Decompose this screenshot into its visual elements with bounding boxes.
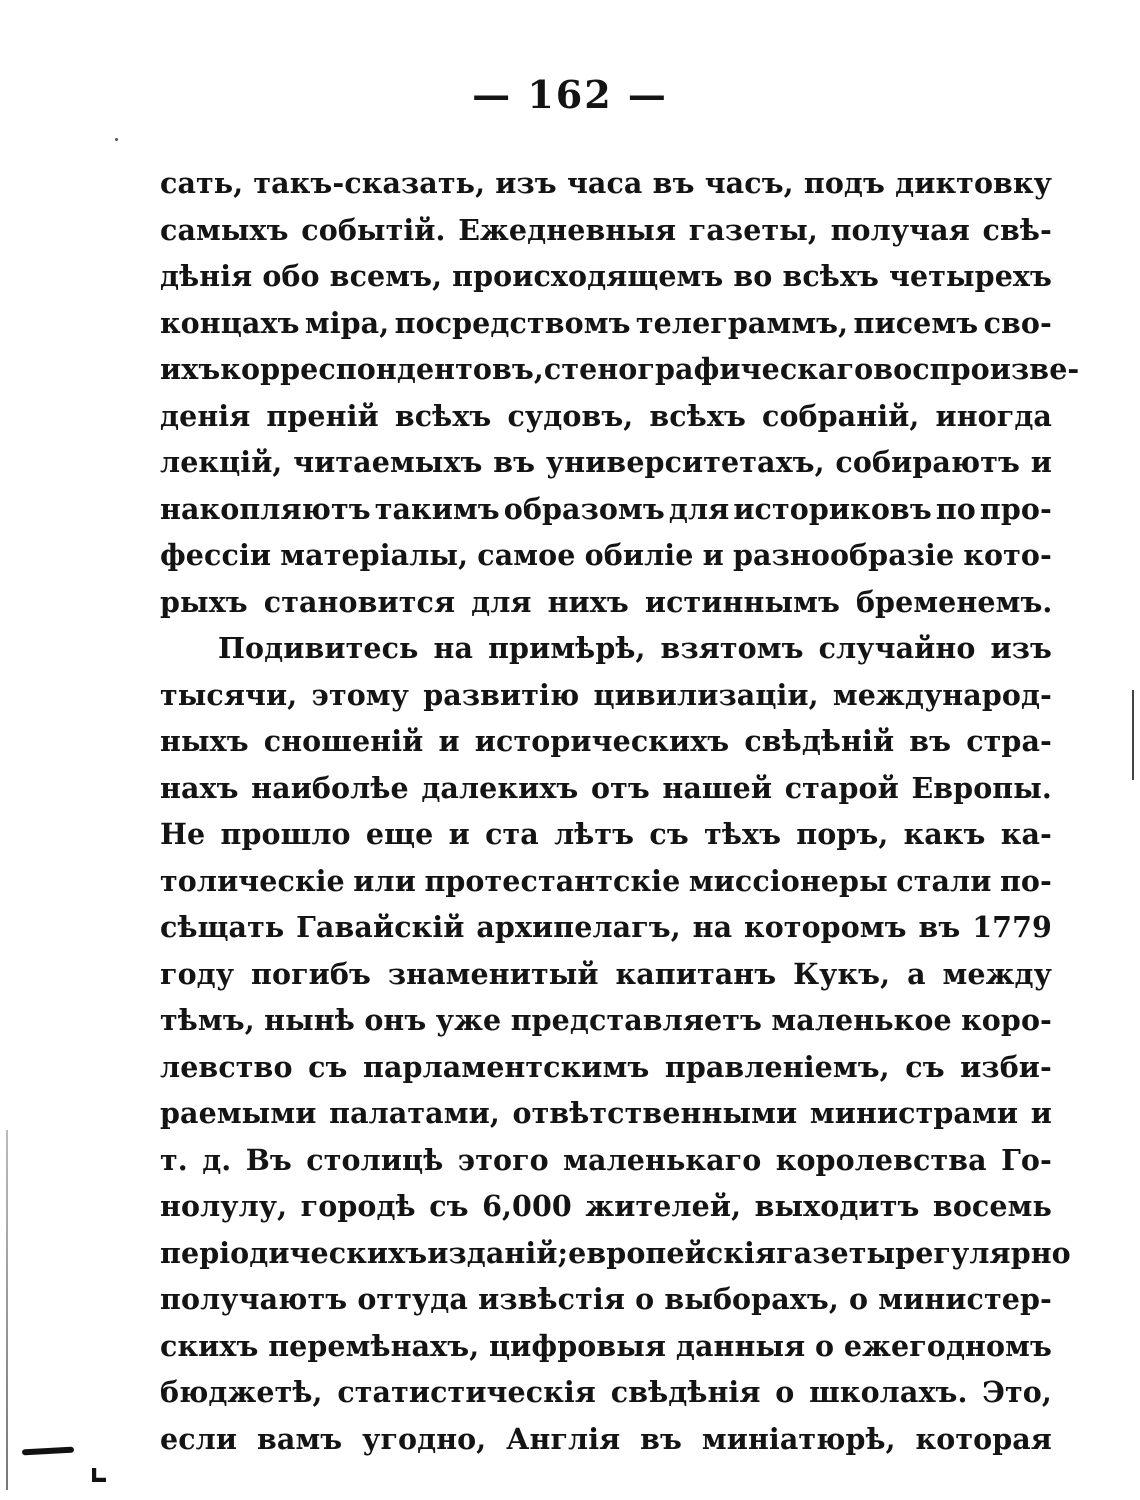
- word: коро-: [961, 1003, 1052, 1037]
- word: столицѣ: [306, 1142, 444, 1177]
- word: раемыми: [160, 1096, 317, 1130]
- word: изби-: [960, 1049, 1052, 1084]
- word: всѣхъ: [649, 398, 746, 433]
- word: и: [1030, 445, 1052, 479]
- text-line: [160, 346, 1080, 393]
- text-line: [160, 1137, 1052, 1184]
- text-line: [160, 718, 1052, 765]
- text-line: [160, 904, 1052, 951]
- word: телеграммъ,: [635, 305, 849, 340]
- word: школахъ.: [809, 1375, 968, 1409]
- word: министер-: [878, 1282, 1052, 1316]
- word: писемъ: [853, 305, 979, 340]
- word: международ-: [832, 677, 1052, 712]
- word: становится: [263, 584, 456, 619]
- word: ста: [485, 817, 539, 851]
- word: часъ,: [704, 166, 794, 200]
- word: свѣдѣнія: [610, 1375, 761, 1409]
- text-line: [160, 1276, 1052, 1323]
- word: въ: [909, 724, 952, 758]
- word: самыхъ: [160, 212, 289, 247]
- word: примѣрѣ,: [488, 631, 646, 665]
- word: концахъ: [160, 305, 300, 340]
- word: съ: [308, 1049, 348, 1084]
- word: городѣ: [300, 1189, 416, 1223]
- word: періодическихъ: [160, 1235, 428, 1270]
- word: сѣщать: [160, 910, 285, 944]
- word: разнообразіе: [733, 538, 955, 572]
- word: всѣхъ: [782, 259, 880, 293]
- word: Ежедневныя: [458, 212, 677, 247]
- word: съ: [649, 817, 689, 851]
- word: онъ: [364, 1003, 427, 1037]
- word: газеты,: [688, 212, 818, 247]
- word: для: [668, 491, 730, 526]
- word: перемѣнахъ,: [268, 1328, 480, 1363]
- word: о: [775, 1375, 795, 1409]
- word: европейскія: [568, 1235, 777, 1270]
- word: образомъ: [503, 491, 665, 526]
- word: далекихъ: [421, 770, 579, 805]
- word: ка-: [1000, 817, 1052, 851]
- word: прошло: [220, 817, 351, 851]
- word: съ: [905, 1049, 945, 1084]
- scan-left-edge: [6, 1130, 8, 1490]
- text-line: [160, 160, 1052, 207]
- word: университетахъ,: [545, 445, 825, 479]
- word: погибъ: [251, 956, 371, 991]
- word: правленіемъ,: [664, 1049, 890, 1084]
- word: на: [692, 910, 733, 944]
- word: Не: [160, 817, 206, 851]
- word: т.: [160, 1142, 188, 1177]
- word: нашей: [662, 770, 773, 805]
- word: статистическія: [337, 1375, 596, 1409]
- word: нахъ: [160, 770, 239, 805]
- word: жителей,: [585, 1189, 742, 1223]
- word: міра,: [304, 305, 390, 340]
- word: миссіонеры: [688, 863, 888, 898]
- word: по-: [999, 863, 1052, 898]
- word: и: [438, 724, 460, 758]
- word: еще: [365, 817, 434, 851]
- text-line: [160, 951, 1052, 998]
- word: этому: [311, 677, 410, 712]
- word: историковъ: [733, 491, 932, 526]
- word: между: [942, 956, 1052, 991]
- word: о: [848, 1282, 869, 1316]
- word: подъ: [803, 166, 885, 200]
- word: этого: [457, 1142, 549, 1177]
- word: дѣнія: [160, 259, 253, 293]
- word: отвѣтственными: [512, 1096, 798, 1130]
- word: парламентскимъ: [363, 1049, 650, 1084]
- word: или: [353, 863, 416, 898]
- word: такъ-сказать,: [253, 166, 486, 200]
- word: выходитъ: [754, 1189, 920, 1223]
- word: газеты: [776, 1235, 896, 1270]
- word: по: [935, 491, 976, 526]
- text-line: [160, 579, 1052, 626]
- word: Го-: [1001, 1142, 1052, 1177]
- word: изъ: [990, 631, 1052, 665]
- word: и: [448, 817, 470, 851]
- word: нынѣ: [264, 1003, 355, 1037]
- word: которомъ: [744, 910, 907, 944]
- word: миніатюрѣ,: [701, 1421, 896, 1456]
- paragraph-1: [160, 160, 1080, 625]
- word: ежегодномъ: [843, 1328, 1052, 1363]
- word: знаменитый: [387, 956, 599, 991]
- word: преній: [266, 398, 379, 433]
- word: восемь: [932, 1189, 1052, 1223]
- word: часа: [566, 166, 643, 200]
- text-line: [160, 1416, 1052, 1463]
- word: въ: [918, 910, 961, 944]
- word: цивилизаціи,: [593, 677, 819, 712]
- word: которая: [915, 1421, 1052, 1456]
- word: историческихъ: [474, 724, 730, 758]
- word: обо: [262, 259, 320, 293]
- word: Гавайскій: [296, 910, 465, 944]
- word: году: [160, 956, 235, 991]
- word: тысячи,: [160, 677, 298, 712]
- word: наиболѣе: [251, 770, 409, 805]
- word: нихъ: [547, 584, 629, 619]
- word: д.: [202, 1142, 232, 1177]
- word: какъ: [903, 817, 986, 851]
- word: маленькаго: [563, 1142, 762, 1177]
- body-text: [160, 160, 1080, 1462]
- word: сношеній: [263, 724, 424, 758]
- word: Англія: [506, 1421, 621, 1456]
- word: оттуда: [357, 1282, 468, 1316]
- text-line: [160, 997, 1052, 1044]
- word: сво-: [983, 305, 1052, 340]
- word: представляетъ: [510, 1003, 762, 1037]
- word: всѣхъ: [394, 398, 492, 433]
- word: свѣ-: [982, 212, 1052, 247]
- word: фессіи: [160, 538, 272, 572]
- word: королевства: [775, 1142, 987, 1177]
- text-line: [160, 1044, 1052, 1091]
- word: Подивитесь: [218, 631, 419, 665]
- word: диктовку: [895, 166, 1052, 200]
- word: о: [635, 1282, 655, 1316]
- word: изъ: [495, 166, 557, 200]
- word: а: [907, 956, 926, 991]
- scan-ink-mark: [22, 1447, 74, 1456]
- word: бременемъ.: [855, 584, 1053, 619]
- word: воспроизве-: [873, 352, 1080, 386]
- word: старой: [784, 770, 899, 805]
- word: 1779: [972, 910, 1052, 944]
- word: событій.: [301, 212, 446, 247]
- word: цифровыя: [489, 1328, 667, 1363]
- scan-page-edge: [1132, 690, 1134, 780]
- word: Это,: [982, 1375, 1052, 1409]
- word: обиліе: [584, 538, 694, 572]
- word: сать,: [160, 166, 244, 200]
- word: стали: [896, 863, 992, 898]
- word: на: [433, 631, 474, 665]
- word: тѣмъ,: [160, 1003, 255, 1037]
- word: тѣхъ: [704, 817, 782, 851]
- text-line: [160, 1183, 1052, 1230]
- word: бюджетѣ,: [160, 1375, 323, 1409]
- word: отъ: [590, 770, 650, 805]
- paragraph-2: [160, 625, 1071, 1462]
- word: съ: [429, 1189, 469, 1223]
- text-line: [160, 207, 1052, 254]
- word: истиннымъ: [644, 584, 840, 619]
- word: посредствомъ: [394, 305, 631, 340]
- word: архипелагъ,: [476, 910, 681, 944]
- word: получая: [830, 212, 970, 247]
- word: ныхъ: [160, 724, 249, 758]
- word: рыхъ: [160, 584, 248, 619]
- word: стенографическаго: [543, 352, 874, 386]
- word: судовъ,: [507, 398, 634, 433]
- word: лекцій,: [160, 445, 283, 479]
- page-number: — 162 —: [472, 72, 668, 117]
- word: получаютъ: [160, 1282, 348, 1316]
- word: 6,000: [482, 1189, 572, 1223]
- word: собраній,: [761, 398, 920, 433]
- word: самое: [477, 538, 576, 572]
- word: левство: [160, 1049, 293, 1084]
- word: иногда: [935, 398, 1052, 433]
- word: для: [471, 584, 532, 619]
- word: если: [160, 1421, 238, 1456]
- word: ихъ: [160, 352, 221, 386]
- word: Европы.: [911, 770, 1052, 805]
- word: изданій;: [427, 1235, 569, 1270]
- word: маленькое: [771, 1003, 952, 1037]
- word: палатами,: [329, 1096, 500, 1130]
- word: такимъ: [374, 491, 500, 526]
- word: происходящемъ: [452, 259, 724, 293]
- word: всемъ,: [329, 259, 443, 293]
- word: нолулу,: [160, 1189, 288, 1223]
- word: въ: [493, 445, 536, 479]
- text-line: [160, 858, 1052, 905]
- word: данныя: [675, 1328, 806, 1363]
- text-line: [160, 486, 1052, 533]
- text-line: [160, 1323, 1052, 1370]
- word: случайно: [818, 631, 976, 665]
- word: четырехъ: [889, 259, 1052, 293]
- text-line: [160, 765, 1052, 812]
- word: протестантскіе: [424, 863, 681, 898]
- word: Кукъ,: [793, 956, 891, 991]
- word: Въ: [245, 1142, 292, 1177]
- scan-speck: [115, 138, 118, 141]
- word: толическіе: [160, 863, 345, 898]
- word: въ: [640, 1421, 683, 1456]
- text-line: [160, 393, 1052, 440]
- word: развитію: [423, 677, 580, 712]
- word: угодно,: [362, 1421, 487, 1456]
- word: денія: [160, 398, 251, 433]
- word: корреспондентовъ,: [220, 352, 544, 386]
- word: поръ,: [796, 817, 889, 851]
- text-line: [160, 439, 1052, 486]
- word: въ: [652, 166, 695, 200]
- scan-corner-mark: [92, 1468, 106, 1482]
- word: извѣстія: [478, 1282, 625, 1316]
- word: и: [1030, 1096, 1052, 1130]
- word: во: [733, 259, 773, 293]
- text-line: [160, 625, 1052, 672]
- word: кото-: [963, 538, 1052, 572]
- word: читаемыхъ: [293, 445, 483, 479]
- word: свѣдѣній: [744, 724, 895, 758]
- text-line: [160, 1369, 1052, 1416]
- text-line: [160, 253, 1052, 300]
- word: и: [702, 538, 724, 572]
- word: скихъ: [160, 1328, 259, 1363]
- word: министрами: [809, 1096, 1019, 1130]
- word: стра-: [966, 724, 1052, 758]
- word: взятомъ: [660, 631, 804, 665]
- word: собираютъ: [835, 445, 1020, 479]
- word: вамъ: [256, 1421, 343, 1456]
- word: капитанъ: [615, 956, 777, 991]
- word: о: [815, 1328, 835, 1363]
- word: матеріалы,: [280, 538, 469, 572]
- text-line: [160, 1230, 1071, 1277]
- word: про-: [979, 491, 1052, 526]
- word: уже: [435, 1003, 502, 1037]
- text-line: [160, 672, 1052, 719]
- word: накопляютъ: [160, 491, 371, 526]
- text-line: [160, 811, 1052, 858]
- text-line: [160, 532, 1052, 579]
- word: лѣтъ: [554, 817, 635, 851]
- text-line: [160, 1090, 1052, 1137]
- word: регулярно: [895, 1235, 1071, 1270]
- text-line: [160, 300, 1052, 347]
- word: выборахъ,: [664, 1282, 839, 1316]
